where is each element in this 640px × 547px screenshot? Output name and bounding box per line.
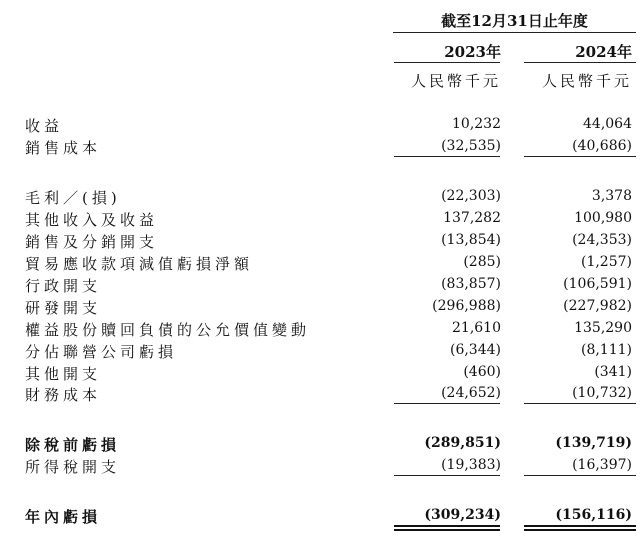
row-value-2023: (24,652) [441, 385, 501, 401]
row-value-2024: (24,353) [572, 232, 632, 248]
row-value-2024: 100,980 [574, 210, 632, 226]
row-label: 毛利／(損) [25, 189, 121, 207]
unit-2024-label: 人民幣千元 [541, 72, 632, 90]
row-value-2024: (16,397) [572, 457, 632, 473]
row-label: 研發開支 [25, 299, 102, 317]
year-2024-header: 2024年 [575, 43, 632, 61]
row-value-2023: (289,851) [424, 435, 501, 451]
row-value-2023: (460) [463, 364, 501, 380]
row-value-2024: (10,732) [572, 385, 632, 401]
row-value-2023: (296,988) [432, 298, 501, 314]
row-value-2023: (309,234) [424, 507, 501, 523]
subtotal-rule-2024 [524, 475, 636, 476]
year-2023-header: 2023年 [444, 43, 501, 61]
row-value-2023: (22,303) [441, 188, 501, 204]
row-value-2023: (285) [463, 254, 501, 270]
row-value-2024: 44,064 [583, 116, 632, 132]
total-double-rule-2023 [394, 525, 500, 531]
subtotal-rule-2023 [394, 403, 500, 404]
row-value-2024: (341) [594, 364, 632, 380]
row-label: 其他開支 [25, 365, 102, 383]
subtotal-rule-2023 [394, 156, 500, 157]
subtotal-rule-2024 [524, 156, 636, 157]
row-value-2023: (6,344) [449, 342, 501, 358]
row-value-2023: (13,854) [441, 232, 501, 248]
row-value-2024: (40,686) [572, 138, 632, 154]
period-header-rule [393, 32, 636, 33]
period-header: 截至12月31日止年度 [441, 12, 588, 30]
row-value-2023: 137,282 [443, 210, 501, 226]
row-value-2024: (227,982) [563, 298, 632, 314]
row-value-2024: 135,290 [574, 320, 632, 336]
row-value-2024: (8,111) [580, 342, 632, 358]
row-value-2023: (32,535) [441, 138, 501, 154]
row-value-2023: (19,383) [441, 457, 501, 473]
subtotal-rule-2024 [524, 403, 636, 404]
year-2023-rule [394, 62, 500, 63]
row-label: 貿易應收款項減值虧損淨額 [25, 255, 254, 273]
row-label: 權益股份贖回負債的公允價值變動 [25, 321, 311, 339]
row-label: 行政開支 [25, 277, 102, 295]
row-label: 年內虧損 [25, 508, 102, 526]
subtotal-rule-2023 [394, 475, 500, 476]
row-label: 除稅前虧損 [25, 436, 121, 454]
row-label: 所得稅開支 [25, 458, 121, 476]
row-label: 分佔聯營公司虧損 [25, 343, 178, 361]
row-label: 銷售成本 [25, 139, 102, 157]
unit-2023-label: 人民幣千元 [410, 72, 501, 90]
row-value-2024: 3,378 [591, 188, 632, 204]
row-label: 財務成本 [25, 386, 102, 404]
row-value-2024: (139,719) [555, 435, 632, 451]
row-value-2024: (1,257) [580, 254, 632, 270]
total-double-rule-2024 [524, 525, 636, 531]
row-label: 其他收入及收益 [25, 211, 159, 229]
year-2024-rule [524, 62, 636, 63]
row-value-2023: 21,610 [452, 320, 501, 336]
row-label: 收益 [25, 117, 64, 135]
row-value-2024: (106,591) [563, 276, 632, 292]
row-value-2023: 10,232 [452, 116, 501, 132]
row-value-2023: (83,857) [441, 276, 501, 292]
row-value-2024: (156,116) [555, 507, 632, 523]
row-label: 銷售及分銷開支 [25, 233, 159, 251]
